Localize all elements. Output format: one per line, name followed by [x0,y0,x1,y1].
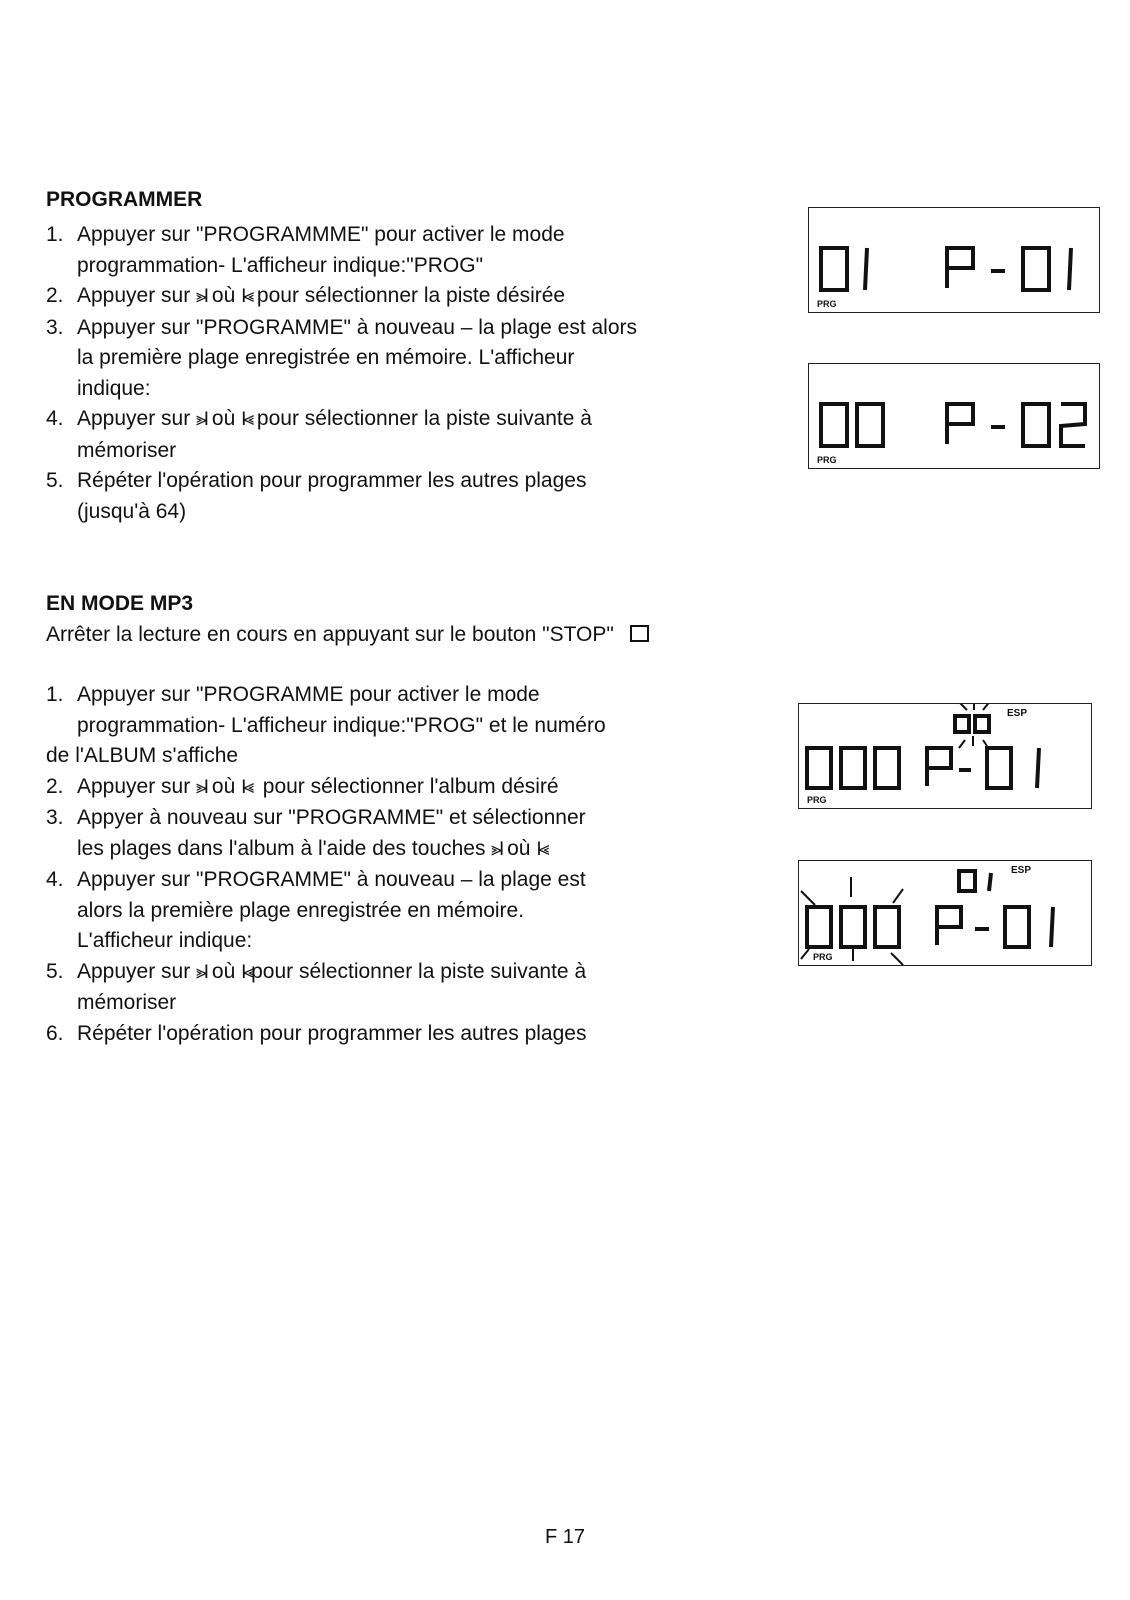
step-text: (jusqu'à 64) [77,499,187,523]
list-item [46,220,786,281]
prg-indicator: PRG [813,952,833,962]
step-text: programmation- L'afficheur indique:"PROG" [77,253,484,277]
step-text: où [206,774,242,798]
step-text: indique: [77,376,151,400]
previous-track-icon: I⪡ [536,838,547,860]
section-heading-programmer: PROGRAMMER [46,188,203,211]
step-text: de l'ALBUM s'affiche [46,744,239,767]
step-text: alors la première plage enregistrée en mémoire. [77,898,525,922]
list-item [46,957,786,1019]
step-text: Appyer à nouveau sur "PROGRAMME" et sélectionner [77,806,586,829]
step-number: 4. [46,407,64,430]
programmer-steps-list [46,220,786,527]
stop-icon [630,625,649,642]
lcd-digits [809,208,1099,312]
lcd-digits [809,364,1099,468]
list-item [46,772,786,804]
step-text: mémoriser [77,991,177,1014]
step-number: 2. [46,774,64,798]
step-text: Appuyer sur [77,959,197,983]
mp3-steps-list [46,680,786,1049]
step-text: Appuyer sur "PROGRAMME" à nouveau – la plage est alors [77,315,638,339]
previous-track-icon: I⪡ [241,286,252,307]
step-text: les plages dans l'album à l'aide des touches [77,836,492,860]
esp-indicator: ESP [1007,708,1028,719]
previous-track-icon: I⪡ [241,961,252,983]
step-number: 6. [46,1021,64,1045]
list-item [46,313,786,405]
step-text: mémoriser [77,438,177,462]
step-text: Appuyer sur "PROGRAMME" à nouveau – la plage est [77,868,586,891]
step-number: 3. [46,806,64,829]
list-item [46,404,786,466]
prg-indicator: PRG [807,795,827,805]
lcd-display-3 [798,703,1092,809]
list-item [46,281,786,313]
step-text: pour sélectionner l'album désiré [251,774,559,798]
esp-indicator: ESP [1011,865,1032,876]
list-item [46,803,786,865]
lcd-display-1 [808,207,1100,313]
next-track-icon: ⪢I [196,286,207,307]
step-text: où [501,836,537,860]
previous-track-icon: I⪡ [241,409,252,430]
step-number: 3. [46,315,64,339]
step-number: 1. [46,683,64,706]
mp3-intro-paragraph [46,620,649,650]
step-text: Appuyer sur [77,284,197,307]
next-track-icon: ⪢I [196,776,207,798]
step-text: Répéter l'opération pour programmer les autres plages [77,469,587,492]
step-text: programmation- L'afficheur indique:"PROG" et le numéro [77,713,606,737]
prg-indicator: PRG [817,455,837,465]
step-text: où [206,407,242,430]
step-number: 5. [46,469,64,492]
prg-indicator: PRG [817,299,837,309]
list-item [46,466,786,527]
step-number: 2. [46,284,64,307]
step-text: où [206,959,242,983]
next-track-icon: ⪢I [196,409,207,430]
step-text: pour sélectionner la piste désirée [251,284,566,307]
step-number: 5. [46,959,64,983]
list-item [46,680,786,772]
step-text: Répéter l'opération pour programmer les autres plages [77,1021,587,1045]
step-number: 4. [46,868,64,891]
step-text: Appuyer sur [77,407,197,430]
lcd-display-2 [808,363,1100,469]
next-track-icon: ⪢I [196,961,207,983]
section-heading-mp3-mode: EN MODE MP3 [46,592,194,615]
step-text: pour sélectionner la piste suivante à [251,959,587,983]
lcd-display-4 [798,860,1092,966]
step-text: Appuyer sur [77,774,197,798]
page-number: F 17 [544,1526,586,1548]
next-track-icon: ⪢I [491,838,502,860]
intro-text: Arrêter la lecture en cours en appuyant sur le bouton "STOP" [46,623,614,646]
list-item [46,1019,786,1050]
step-text: où [206,284,242,307]
step-number: 1. [46,223,64,246]
list-item [46,865,786,957]
step-text: Appuyer sur "PROGRAMMME" pour activer le mode [77,223,565,246]
step-text: pour sélectionner la piste suivante à [251,407,592,430]
lcd-digits [799,704,1091,808]
previous-track-icon: I⪡ [241,776,252,798]
lcd-digits [799,861,1091,965]
step-text: la première plage enregistrée en mémoire. L'afficheur [77,346,575,369]
step-text: Appuyer sur "PROGRAMME pour activer le mode [77,683,540,706]
step-text: L'afficheur indique: [77,929,253,952]
